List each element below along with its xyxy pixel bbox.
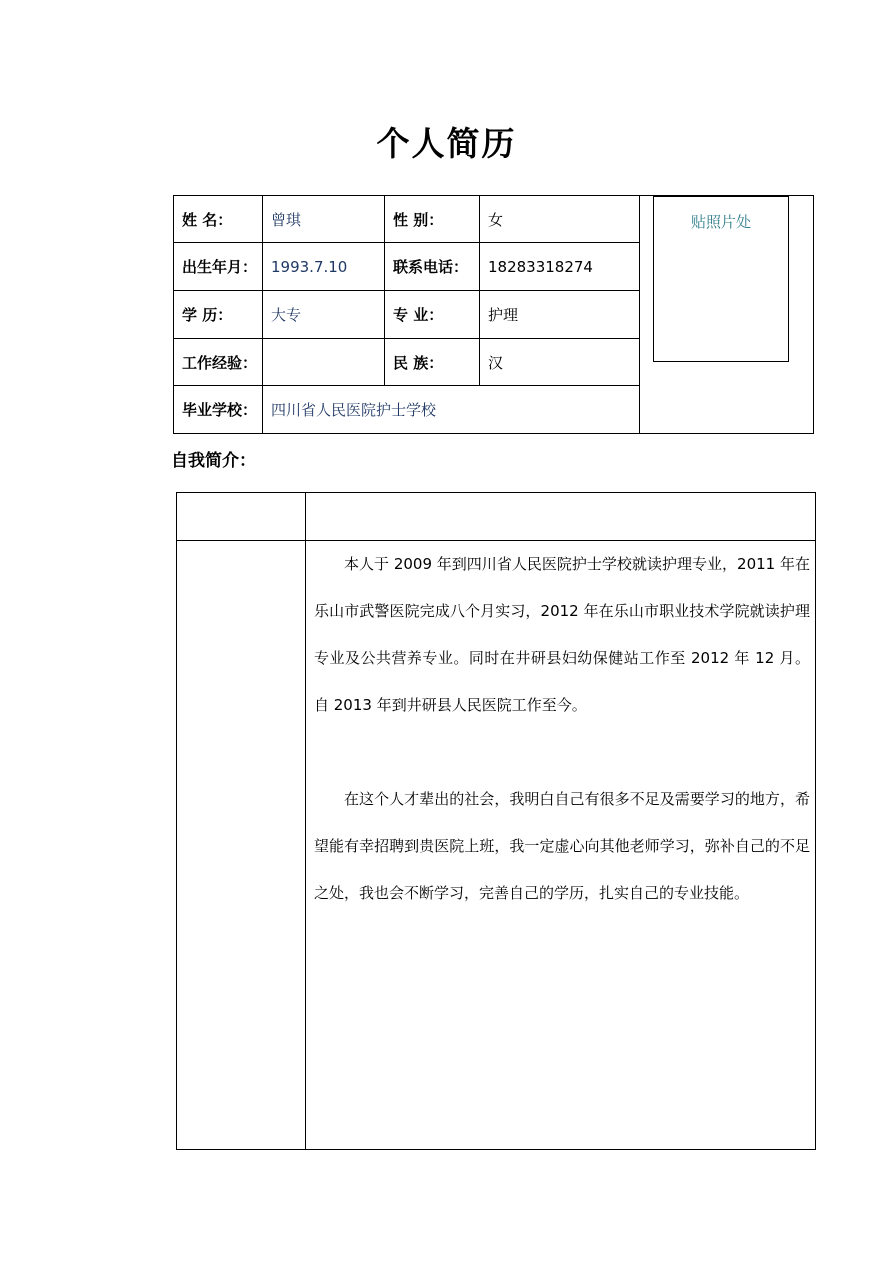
school-label: 毕业学校：	[182, 401, 258, 419]
gender-label: 性 别：	[393, 210, 444, 229]
major-label: 专 业：	[393, 306, 444, 324]
experience-value	[263, 339, 384, 385]
name-value: 曾琪	[271, 210, 302, 229]
birth-label: 出生年月：	[182, 258, 258, 276]
photo-placeholder: 贴照片处	[653, 196, 789, 362]
phone-label: 联系电话：	[393, 258, 469, 276]
page-title: 个人简历	[376, 124, 517, 163]
school-value: 四川省人民医院护士学校	[271, 401, 437, 419]
birth-value: 1993.7.10	[271, 257, 348, 276]
gender-value: 女	[488, 210, 504, 229]
phone-value: 18283318274	[488, 257, 593, 276]
intro-paragraph-2: 在这个人才辈出的社会，我明白自己有很多不足及需要学习的地方，希望能有幸招聘到贵医院上班，我一定虚心向其他老师学习，弥补自己的不足之处，我也会不断学习，完善自己的学历，扎实自己的专业技能。	[314, 790, 810, 902]
name-label: 姓 名：	[182, 210, 233, 229]
ethnicity-label: 民 族：	[393, 353, 444, 372]
major-value: 护理	[488, 306, 519, 324]
education-label: 学 历：	[182, 306, 233, 324]
education-value: 大专	[271, 306, 302, 324]
experience-label: 工作经验：	[182, 353, 258, 372]
ethnicity-value: 汉	[488, 353, 504, 372]
intro-text	[314, 541, 810, 917]
intro-heading: 自我简介：	[171, 451, 256, 471]
intro-paragraph-1: 本人于 2009 年到四川省人民医院护士学校就读护理专业，2011 年在乐山市武警医院完成八个月实习，2012 年在乐山市职业技术学院就读护理专业及公共营养专业。同时在井研县妇幼保健站工作至 2012 年 12 月。自 2013 年到井研县人民医院工作至今。	[314, 555, 810, 714]
